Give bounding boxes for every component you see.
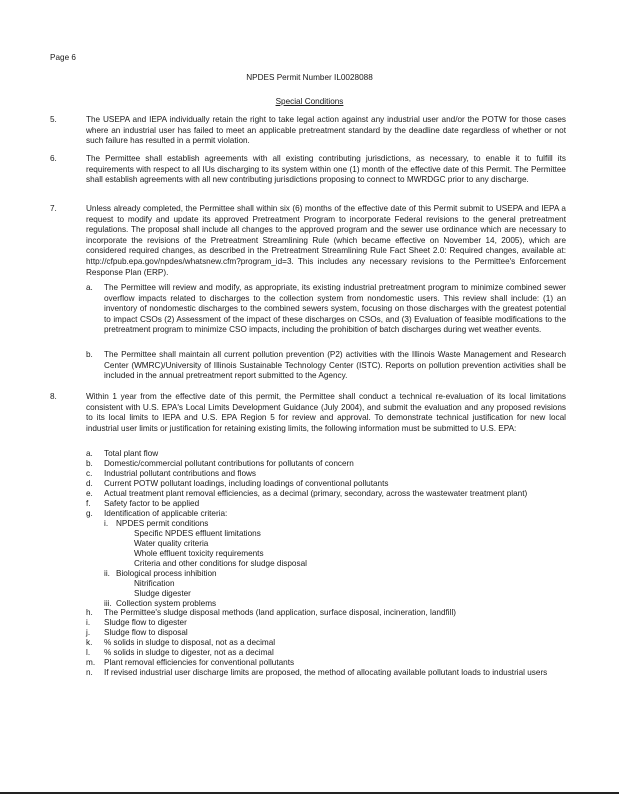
- list-item-l: % solids in sludge to digester, not as a decimal: [104, 648, 274, 657]
- list-item-f: Safety factor to be applied: [104, 499, 200, 508]
- list-item-n: If revised industrial user discharge limits are proposed, the method of allocating available pollutant loads to industrial users: [104, 668, 548, 677]
- paragraph-7-number: 7.: [50, 204, 57, 213]
- list-item-a-label: a.: [86, 449, 93, 458]
- list-item-m-label: m.: [86, 658, 96, 667]
- paragraph-5-number: 5.: [50, 115, 57, 124]
- list-item-h-label: h.: [86, 608, 93, 617]
- list-item-g-iii: Collection system problems: [116, 599, 217, 608]
- list-item-k-label: k.: [86, 638, 93, 647]
- list-item-g-ii-2: Sludge digester: [134, 589, 191, 598]
- page-bottom-edge: [0, 792, 619, 794]
- list-item-d-label: d.: [86, 479, 93, 488]
- list-item-g-ii: Biological process inhibition: [116, 569, 217, 578]
- list-item-g-i-4: Criteria and other conditions for sludge disposal: [134, 559, 307, 568]
- list-item-g-iii-label: iii.: [104, 599, 112, 608]
- paragraph-6: The Permittee shall establish agreements with all existing contributing jurisdictions, as necessary, to enable it to fulfill its requirements with respect to all IUs discharging to its system within one (1) month of the effective date of this Permit. The Permittee shall establish agreements with all new contributing jurisdictions proposing to connect to MWRDGC prior to any discharge.: [86, 154, 566, 185]
- list-item-m: Plant removal efficiencies for conventional pollutants: [104, 658, 295, 667]
- list-item-f-label: f.: [86, 499, 91, 508]
- paragraph-7: Unless already completed, the Permittee shall within six (6) months of the effective date of this Permit submit to USEPA and IEPA a request to modify and update its approved Pretreatment Program to incorporate Federal revisions to the general pretreatment regulations. The proposal shall include all changes to the approved program and the sewer use ordinance which are necessary to incorporate the revisions of the Pretreatment Streamlining Rule (which became effective on November 14, 2005), which are considered required changes, as described in the Pretreatment Streamlining Rule Fact Sheet 2.0: Required changes, available at: http://cfpub.epa.gov/npdes/whatsnew.cfm?program_id=3. This includes any necessary revisions to the Permittee's Enforcement Response Plan (ERP).: [86, 204, 566, 277]
- page-number: Page 6: [50, 53, 76, 62]
- list-item-g-ii-label: ii.: [104, 569, 110, 578]
- list-item-g-i: NPDES permit conditions: [116, 519, 209, 528]
- list-item-g-i-1: Specific NPDES effluent limitations: [134, 529, 261, 538]
- paragraph-8: Within 1 year from the effective date of this permit, the Permittee shall conduct a technical re-evaluation of its local limitations consistent with U.S. EPA's Local Limits Development Guidance (July 2004), and submit the evaluation and any proposed revisions to its local limits to IEPA and U.S. EPA Region 5 for review and approval. To demonstrate technical justification for new local industrial user limits or justification for retaining existing limits, the following information must be submitted to U.S. EPA:: [86, 392, 566, 433]
- paragraph-7a-label: a.: [86, 283, 93, 292]
- list-item-g-i-label: i.: [104, 519, 109, 528]
- list-item-e-label: e.: [86, 489, 93, 498]
- list-item-g-i-3: Whole effluent toxicity requirements: [134, 549, 264, 558]
- list-item-i: Sludge flow to digester: [104, 618, 187, 627]
- list-item-c-label: c.: [86, 469, 93, 478]
- list-item-g-i-2: Water quality criteria: [134, 539, 209, 548]
- list-item-g-label: g.: [86, 509, 93, 518]
- section-title: Special Conditions: [275, 97, 344, 106]
- permit-title: NPDES Permit Number IL0028088: [246, 73, 373, 82]
- list-item-b-label: b.: [86, 459, 93, 468]
- paragraph-7b: The Permittee shall maintain all current pollution prevention (P2) activities with the Illinois Waste Management and Research Center (WMRC)/University of Illinois Sustainable Technology Center (ISTC). Reports on pollution prevention activities shall be included in the annual pretreatment report submitted to the Agency.: [104, 350, 566, 381]
- list-item-e: Actual treatment plant removal efficiencies, as a decimal (primary, secondary, across the wastewater treatment plant): [104, 489, 528, 498]
- paragraph-7b-label: b.: [86, 350, 93, 359]
- paragraph-7a: The Permittee will review and modify, as appropriate, its existing industrial pretreatment program to minimize combined sewer overflow impacts related to discharges to the collection system from nondomestic users. This review shall include: (1) an inventory of nondomestic discharges to the combined sewers system, focusing on those discharges with the greatest potential to impact CSOs (2) Assessment of the impact of these discharges on CSOs, and (3) Evaluation of feasible modifications to the pretreatment program to minimize CSO impacts, including the prohibition of batch discharges during wet weather events.: [104, 283, 566, 335]
- list-item-a: Total plant flow: [104, 449, 159, 458]
- list-item-d: Current POTW pollutant loadings, including loadings of conventional pollutants: [104, 479, 389, 488]
- list-item-i-label: i.: [86, 618, 91, 627]
- paragraph-5: The USEPA and IEPA individually retain the right to take legal action against any industrial user and/or the POTW for those cases where an industrial user has failed to meet an applicable pretreatment standard by the deadline date regardless of whether or not such failure has resulted in a permit violation.: [86, 115, 566, 146]
- list-item-b: Domestic/commercial pollutant contributions for pollutants of concern: [104, 459, 354, 468]
- list-item-l-label: l.: [86, 648, 91, 657]
- paragraph-8-number: 8.: [50, 392, 57, 401]
- list-item-j: Sludge flow to disposal: [104, 628, 188, 637]
- list-item-g: Identification of applicable criteria:: [104, 509, 228, 518]
- list-item-j-label: j.: [86, 628, 91, 637]
- list-item-k: % solids in sludge to disposal, not as a decimal: [104, 638, 276, 647]
- list-item-h: The Permittee's sludge disposal methods (land application, surface disposal, incineration, landfill): [104, 608, 456, 617]
- list-item-c: Industrial pollutant contributions and flows: [104, 469, 257, 478]
- list-item-g-ii-1: Nitrification: [134, 579, 175, 588]
- paragraph-6-number: 6.: [50, 154, 57, 163]
- list-item-n-label: n.: [86, 668, 93, 677]
